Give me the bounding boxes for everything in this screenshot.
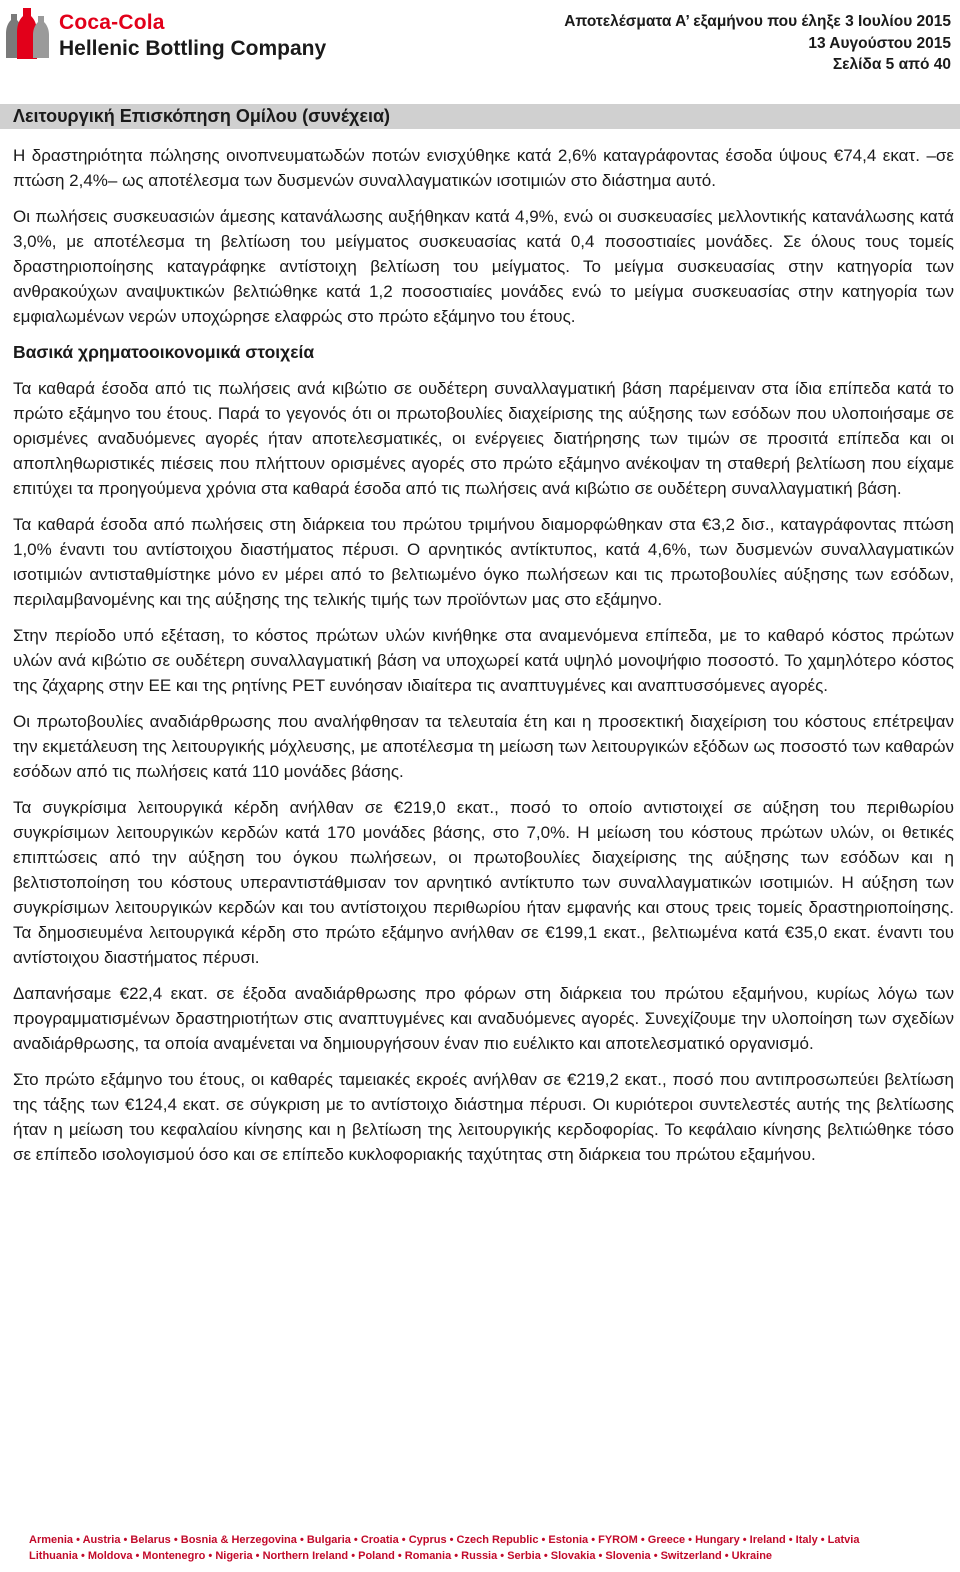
report-date: 13 Αυγούστου 2015 [808, 34, 951, 52]
section-title: Λειτουργική Επισκόπηση Ομίλου (συνέχεια) [13, 106, 391, 126]
bottles-logo-icon [3, 6, 53, 60]
logo-brand-text: Coca-Cola [59, 11, 165, 34]
paragraph: Στην περίοδο υπό εξέταση, το κόστος πρώτων υλών κινήθηκε στα αναμενόμενα επίπεδα, με το καθαρό κόστος πρώτων υλών ανά κιβώτιο σε ουδέτερη συναλλαγματική βάση να υποχωρεί κατά υψηλό μονοψήφιο ποσοστό. Το χαμηλότερο κόστος της ζάχαρης στην ΕΕ και της ρητίνης PET ευνόησαν ιδιαίτερα τις αναπτυγμένες και αναπτυσσόμενες αγορές. [13, 626, 954, 695]
paragraph: Οι πρωτοβουλίες αναδιάρθρωσης που αναλήφθησαν τα τελευταία έτη και η προσεκτική διαχείριση του κόστους επέτρεψαν την εκμετάλευση της λειτουργικής μόχλευσης, με αποτέλεσμα τη μείωση των λειτουργικών εξόδων ως ποσοστό των καθαρών εσόδων από τις πωλήσεις κατά 110 μονάδες βάσης. [13, 712, 954, 781]
subsection-heading: Βασικά χρηματοοικονομικά στοιχεία [13, 342, 315, 362]
paragraph: Τα συγκρίσιμα λειτουργικά κέρδη ανήλθαν σε €219,0 εκατ., ποσό το οποίο αντιστοιχεί σε αύξηση του περιθωρίου συγκρίσιμων λειτουργικών κερδών κατά 170 μονάδες βάσης, στο 7,0%. Η μείωση του κόστους πρώτων υλών, οι θετικές επιπτώσεις από την αύξηση του όγκου πωλήσεων, οι πρωτοβουλίες διαχείρισης της αύξησης των εσόδων και η βελτιστοποίηση του κόστους υπεραντιστάθμισαν τον αρνητικό αντίκτυπο των συναλλαγματικών ισοτιμιών. Η αύξηση των συγκρίσιμων λειτουργικών κερδών και του αντίστοιχου περιθωρίου ήταν εμφανής και στους τρεις τομείς δραστηριοποίησης. Τα δημοσιευμένα λειτουργικά κέρδη στο πρώτο εξάμηνο ανήλθαν σε €199,1 εκατ., βελτιωμένα κατά €35,0 εκατ. έναντι του αντίστοιχου διαστήματος πέρυσι. [13, 798, 954, 967]
section-header-bar [0, 104, 960, 129]
footer-countries-line: Lithuania • Moldova • Montenegro • Nigeria • Northern Ireland • Poland • Romania • Russia • Serbia • Slovakia • Slovenia • Switzerland • Ukraine [29, 1550, 773, 1562]
footer-countries-line: Armenia • Austria • Belarus • Bosnia & Herzegovina • Bulgaria • Croatia • Cyprus • Czech Republic • Estonia • FYROM • Greece • Hungary • Ireland • Italy • Latvia [29, 1534, 860, 1546]
paragraph: Δαπανήσαμε €22,4 εκατ. σε έξοδα αναδιάρθρωσης προ φόρων στη διάρκεια του πρώτου εξαμήνου, κυρίως λόγω των προγραμματισμένων δραστηριοτήτων στις αναπτυγμένες και αναδυόμενες αγορές. Συνεχίζουμε την υλοποίηση των σχεδίων αναδιάρθρωσης, τα οποία αναμένεται να δημιουργήσουν έναν πιο ευέλικτο και αποτελεσματικό οργανισμό. [13, 984, 954, 1053]
paragraph: Οι πωλήσεις συσκευασιών άμεσης κατανάλωσης αυξήθηκαν κατά 4,9%, ενώ οι συσκευασίες μελλοντικής κατανάλωσης κατά 3,0%, με αποτέλεσμα τη βελτίωση του μείγματος συσκευασίας κατά 0,4 ποσοστιαίες μονάδες. Σε όλους τους τομείς δραστηριοποίησης καταγράφηκε αντίστοιχη βελτίωση του μείγματος. Το μείγμα συσκευασίας στην κατηγορία των ανθρακούχων αναψυκτικών βελτιώθηκε κατά 1,2 ποσοστιαίες μονάδες ενώ το μείγμα συσκευασίας στην κατηγορία των εμφιαλωμένων νερών υποχώρησε ελαφρώς στο πρώτο εξάμηνο του έτους. [13, 207, 954, 326]
logo-company-text: Hellenic Bottling Company [59, 37, 327, 60]
report-title: Αποτελέσματα Α’ εξαμήνου που έληξε 3 Ιουλίου 2015 [564, 13, 951, 30]
report-header-info [564, 11, 951, 76]
paragraph: Η δραστηριότητα πώλησης οινοπνευματωδών ποτών ενισχύθηκε κατά 2,6% καταγράφοντας έσοδα ύψους €74,4 εκατ. –σε πτώση 2,4%– ως αποτέλεσμα των δυσμενών συναλλαγματικών ισοτιμιών στο διάστημα αυτό. [13, 146, 954, 190]
footer-countries [29, 1532, 929, 1564]
paragraph: Τα καθαρά έσοδα από πωλήσεις στη διάρκεια του πρώτου τριμήνου διαμορφώθηκαν στα €3,2 δισ., καταγράφοντας πτώση 1,0% έναντι του αντίστοιχου διαστήματος πέρυσι. Ο αρνητικός αντίκτυπος, κατά 4,6%, των δυσμενών συναλλαγματικών ισοτιμιών αντισταθμίστηκε μόνο εν μέρει από το βελτιωμένο όγκο πωλήσεων και τις πρωτοβουλίες αύξησης των εσόδων, περιλαμβανομένης και της αύξησης της τελικής τιμής των προϊόντων μας στο εξάμηνο. [13, 515, 954, 609]
company-logo [3, 4, 363, 64]
page-number: Σελίδα 5 από 40 [832, 56, 951, 73]
paragraph: Τα καθαρά έσοδα από τις πωλήσεις ανά κιβώτιο σε ουδέτερη συναλλαγματική βάση παρέμειναν στα ίδια επίπεδα κατά το πρώτο εξάμηνο του έτους. Παρά το γεγονός ότι οι πρωτοβουλίες διαχείρισης της αύξησης των εσόδων που υλοποιήσαμε σε ορισμένες αναδυόμενες αγορές ήταν αποτελεσματικές, οι ενέργειες διατήρησης των τιμών σε προσιτά επίπεδα και οι αποπληθωριστικές πιέσεις που πλήττουν ορισμένες αγορές στο πρώτο εξάμηνο ανέκοψαν τη σταθερή βελτίωση που είχαμε επιτύχει τα προηγούμενα χρόνια στα καθαρά έσοδα από τις πωλήσεις ανά κιβώτιο σε ουδέτερη συναλλαγματική βάση. [13, 379, 954, 498]
document-body [13, 143, 954, 1178]
paragraph: Στο πρώτο εξάμηνο του έτους, οι καθαρές ταμειακές εκροές ανήλθαν σε €219,2 εκατ., ποσό που αντιπροσωπεύει βελτίωση της τάξης των €124,4 εκατ. σε σύγκριση με το αντίστοιχο διάστημα πέρυσι. Οι κυριότεροι συντελεστές αυτής της βελτίωσης ήταν η μείωση του κεφαλαίου κίνησης και η βελτίωση της λειτουργικής κερδοφορίας. Το κεφάλαιο κίνησης βελτιώθηκε τόσο σε επίπεδο ισολογισμού όσο και σε επίπεδο κυκλοφοριακής ταχύτητας στη διάρκεια του πρώτου εξαμήνου. [13, 1070, 954, 1164]
